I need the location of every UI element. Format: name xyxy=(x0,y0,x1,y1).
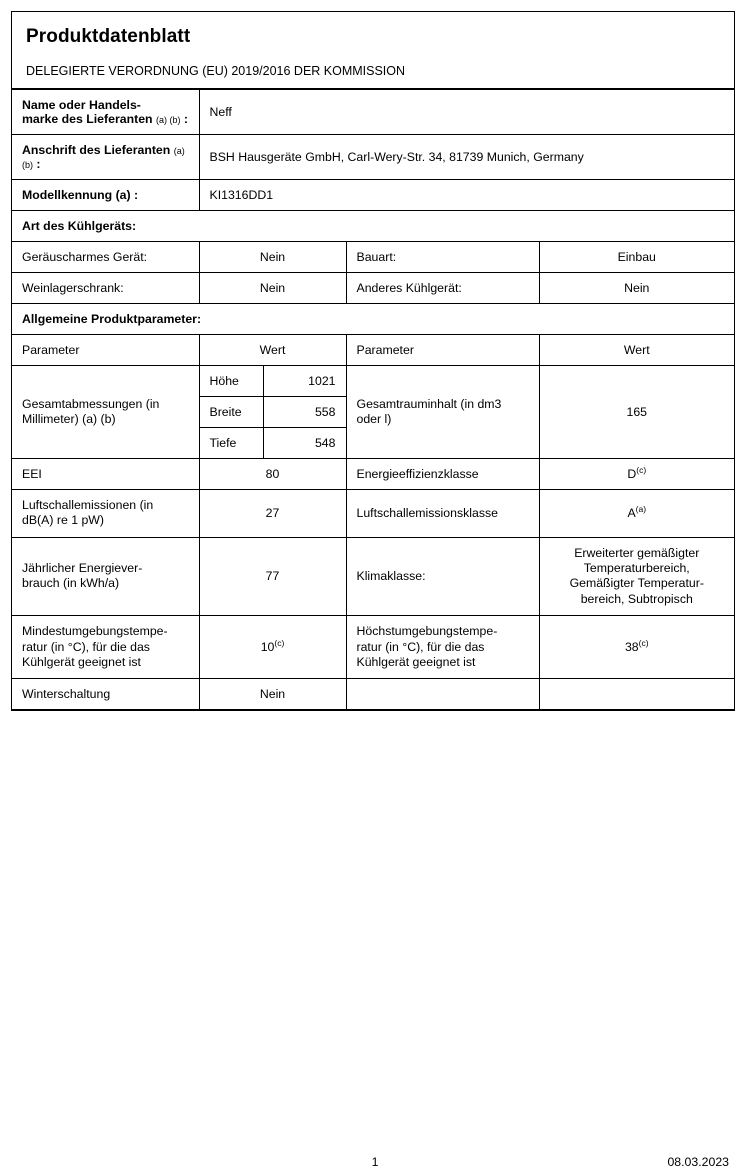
climate-class-value-line2: Temperaturbereich, xyxy=(583,561,690,576)
table-row-supplier-name xyxy=(12,90,734,135)
page-title: Produktdatenblatt xyxy=(26,26,191,47)
noise-class-label: Luftschallemissionsklasse xyxy=(346,490,539,538)
datasheet-table xyxy=(12,89,734,710)
dimension-name-width: Breite xyxy=(199,397,263,428)
total-volume-label-line2: oder l) xyxy=(356,412,392,426)
supplier-name-label-colon: : xyxy=(180,112,188,126)
page-number: 1 xyxy=(371,1155,379,1169)
max-ambient-temp-label-line1: Höchstumgebungstempe- xyxy=(356,624,498,639)
min-ambient-temp-value-footnote: (c) xyxy=(274,638,285,649)
supplier-name-value: Neff xyxy=(199,90,734,135)
header-parameter-right: Parameter xyxy=(346,335,539,366)
winter-setting-empty-value xyxy=(539,679,734,710)
header-value-left: Wert xyxy=(199,335,346,366)
min-ambient-temp-label xyxy=(12,616,199,679)
dimension-name-depth: Tiefe xyxy=(199,428,263,459)
energy-class-label: Energieeffizienzklasse xyxy=(346,459,539,490)
max-ambient-temp-label xyxy=(346,616,539,679)
total-volume-label-line1: Gesamtrauminhalt (in dm3 xyxy=(356,396,502,411)
supplier-name-label-footnote: (a) (b) xyxy=(155,115,181,125)
table-row-eei xyxy=(12,459,734,490)
other-appliance-value: Nein xyxy=(539,273,734,304)
energy-class-value-footnote: (c) xyxy=(636,464,647,475)
noise-emissions-label xyxy=(12,490,199,538)
supplier-address-label-colon: : xyxy=(36,157,41,171)
general-parameters-section-label: Allgemeine Produktparameter: xyxy=(12,304,734,335)
wine-cabinet-label: Weinlagerschrank: xyxy=(12,273,199,304)
table-row-quiet-appliance xyxy=(12,242,734,273)
supplier-address-label-text: Anschrift des Lieferanten xyxy=(22,143,171,157)
max-ambient-temp-value-footnote: (c) xyxy=(638,638,649,649)
header-parameter-left: Parameter xyxy=(12,335,199,366)
dimension-value-depth: 548 xyxy=(263,428,346,459)
header-value-right: Wert xyxy=(539,335,734,366)
table-row-ambient-temperature xyxy=(12,616,734,679)
wine-cabinet-value: Nein xyxy=(199,273,346,304)
climate-class-value-line1: Erweiterter gemäßigter xyxy=(574,545,700,560)
supplier-name-label xyxy=(12,90,199,135)
noise-emissions-label-line1: Luftschallemissionen (in xyxy=(22,498,154,512)
table-row-dimensions-height xyxy=(12,366,734,397)
noise-class-value-footnote: (a) xyxy=(635,504,647,515)
appliance-type-section-label: Art des Kühlgeräts: xyxy=(12,211,734,242)
supplier-address-label xyxy=(12,135,199,180)
datasheet-container xyxy=(11,11,735,711)
table-row-noise-emissions xyxy=(12,490,734,538)
table-row-model xyxy=(12,180,734,211)
quiet-appliance-value: Nein xyxy=(199,242,346,273)
climate-class-label: Klimaklasse: xyxy=(346,537,539,615)
dimensions-label-line2: Millimeter) (a) (b) xyxy=(22,412,116,426)
noise-emissions-label-line2: dB(A) re 1 pW) xyxy=(22,513,104,528)
eei-value: 80 xyxy=(199,459,346,490)
title-block xyxy=(12,12,734,89)
quiet-appliance-label: Geräuscharmes Gerät: xyxy=(12,242,199,273)
climate-class-value-line4: bereich, Subtropisch xyxy=(580,591,693,606)
annual-energy-value: 77 xyxy=(199,537,346,615)
other-appliance-label: Anderes Kühlgerät: xyxy=(346,273,539,304)
climate-class-value-line3: Gemäßigter Temperatur- xyxy=(569,576,704,591)
model-value: KI1316DD1 xyxy=(199,180,734,211)
winter-setting-empty-label xyxy=(346,679,539,710)
min-ambient-temp-label-line2: ratur (in °C), für die das xyxy=(22,639,150,654)
annual-energy-label xyxy=(12,537,199,615)
table-row-supplier-address xyxy=(12,135,734,180)
table-row-appliance-type-header xyxy=(12,211,734,242)
min-ambient-temp-value xyxy=(199,616,346,679)
table-row-general-parameters-header xyxy=(12,304,734,335)
eei-label: EEI xyxy=(12,459,199,490)
model-label: Modellkennung (a) : xyxy=(12,180,199,211)
min-ambient-temp-label-line3: Kühlgerät geeignet ist xyxy=(22,654,141,669)
annual-energy-label-line1: Jährlicher Energiever- xyxy=(22,561,143,576)
construction-type-value: Einbau xyxy=(539,242,734,273)
annual-energy-label-line2: brauch (in kWh/a) xyxy=(22,576,120,591)
table-row-column-headers xyxy=(12,335,734,366)
table-row-winter-setting xyxy=(12,679,734,710)
winter-setting-value: Nein xyxy=(199,679,346,710)
min-ambient-temp-label-line1: Mindestumgebungstempe- xyxy=(22,624,168,639)
total-volume-value: 165 xyxy=(539,366,734,459)
dimension-value-width: 558 xyxy=(263,397,346,428)
dimension-name-height: Höhe xyxy=(199,366,263,397)
min-ambient-temp-value-text: 10 xyxy=(260,640,275,655)
table-row-wine-cabinet xyxy=(12,273,734,304)
construction-type-label: Bauart: xyxy=(346,242,539,273)
noise-class-value-text: A xyxy=(627,506,636,521)
max-ambient-temp-value-text: 38 xyxy=(624,640,639,655)
dimension-value-height: 1021 xyxy=(263,366,346,397)
max-ambient-temp-label-line3: Kühlgerät geeignet ist xyxy=(356,654,476,669)
max-ambient-temp-label-line2: ratur (in °C), für die das xyxy=(356,639,485,654)
supplier-name-label-line1: Name oder Handels- xyxy=(22,98,141,112)
energy-class-value xyxy=(539,459,734,490)
regulation-subtitle: DELEGIERTE VERORDNUNG (EU) 2019/2016 DER KOMMISSION xyxy=(26,64,406,78)
supplier-address-value: BSH Hausgeräte GmbH, Carl-Wery-Str. 34, 81739 Munich, Germany xyxy=(199,135,734,180)
dimensions-label xyxy=(12,366,199,459)
winter-setting-label: Winterschaltung xyxy=(12,679,199,710)
supplier-address-label-footnote: (a) (b) xyxy=(22,146,185,170)
dimensions-label-line1: Gesamtabmessungen (in xyxy=(22,396,160,411)
total-volume-label xyxy=(346,366,539,459)
energy-class-value-text: D xyxy=(627,467,637,481)
max-ambient-temp-value xyxy=(539,616,734,679)
supplier-name-label-line2: marke des Lieferanten xyxy=(22,112,153,126)
noise-emissions-value: 27 xyxy=(199,490,346,538)
footer-date: 08.03.2023 xyxy=(667,1155,729,1169)
table-row-annual-energy xyxy=(12,537,734,615)
noise-class-value xyxy=(539,490,734,538)
climate-class-value xyxy=(539,537,734,615)
